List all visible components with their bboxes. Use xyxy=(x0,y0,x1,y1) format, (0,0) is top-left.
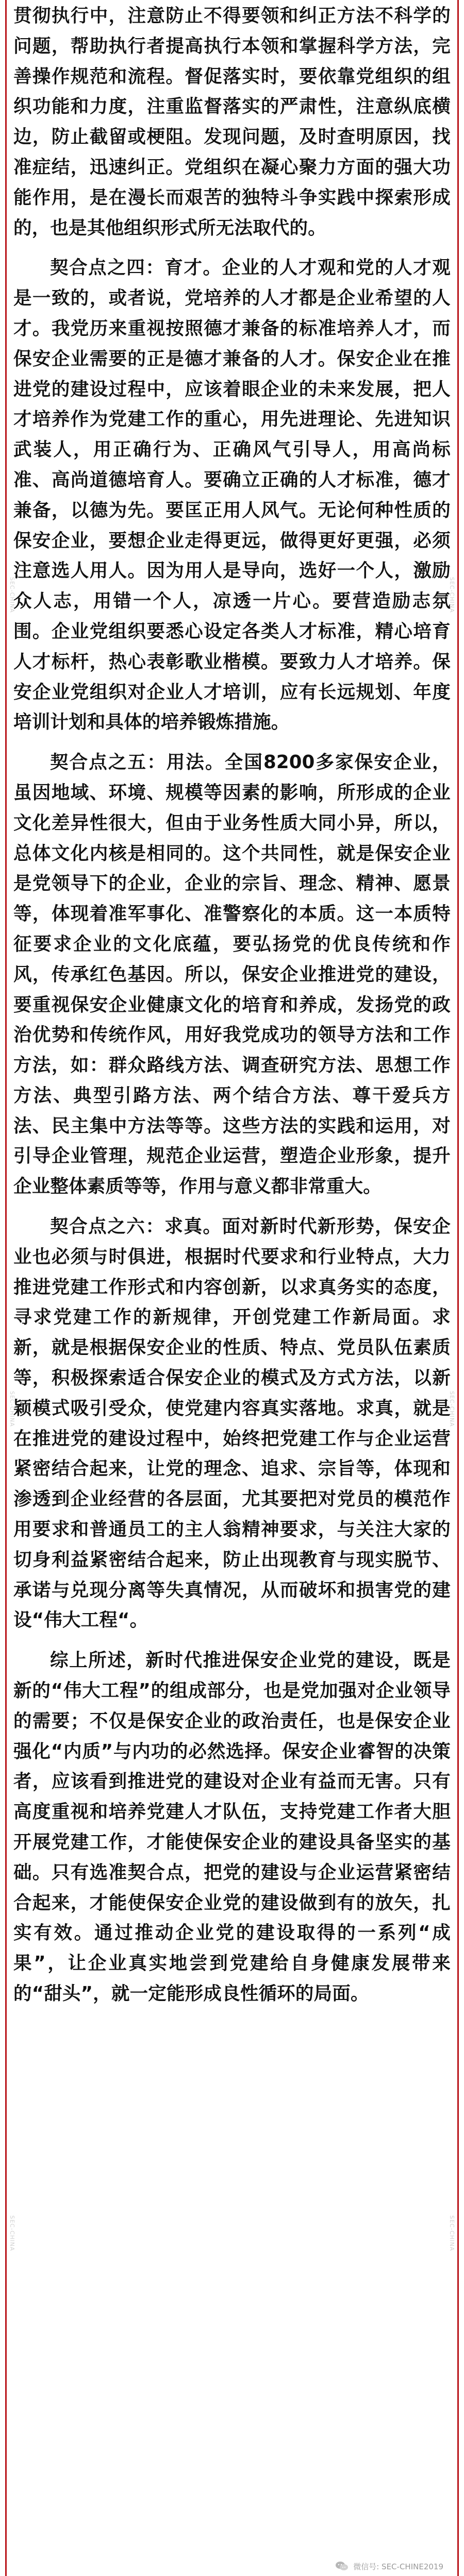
watermark-right-3: SEC-CHINA xyxy=(449,2215,455,2251)
watermark-left-1: SEC-CHINA xyxy=(9,577,15,613)
watermark-left-3: SEC-CHINA xyxy=(9,2215,15,2251)
wechat-account: 微信号: SEC-CHINE2019 xyxy=(353,2562,443,2571)
footer-credit xyxy=(335,2561,443,2572)
right-red-border xyxy=(457,0,459,2576)
watermark-right-2: SEC-CHINA xyxy=(449,1391,455,1427)
paragraph-continuation: 贯彻执行中，注意防止不得要领和纠正方法不科学的问题，帮助执行者提高执行本领和掌握科学方法，完善操作规范和流程。督促落实时，要依靠党组织的组织功能和力度，注重监督落实的严肃性，注意纵底横边，防止截留或梗阻。发现问题，及时查明原因，找准症结，迅速纠正。党组织在凝心聚力方面的强大功能作用，是在漫长而艰苦的独特斗争实践中探索形成的，也是其他组织形式所无法取代的。 xyxy=(13,5,451,239)
left-red-border xyxy=(5,0,7,2576)
paragraph-point-six: 契合点之六：求真。面对新时代新形势，保安企业也必须与时俱进，根据时代要求和行业特点，大力推进党建工作形式和内容创新，以求真务实的态度，寻求党建工作的新规律，开创党建工作新局面。求新，就是根据保安企业的性质、特点、党员队伍素质等，积极探索适合保安企业的模式及方式方法，以新颖模式吸引受众，使党建内容真实落地。求真，就是在推进党的建设过程中，始终把党建工作与企业运营紧密结合起来，让党的理念、追求、宗旨等，体现和渗透到企业经营的各层面，尤其要把对党员的模范作用要求和普通员工的主人翁精神要求，与关注大家的切身利益紧密结合起来，防止出现教育与现实脱节、承诺与兑现分离等失真情况，从而破坏和损害党的建设“伟大工程“。 xyxy=(13,1216,451,1631)
wechat-icon xyxy=(335,2561,349,2572)
article-body xyxy=(13,0,451,2009)
paragraph-point-five: 契合点之五：用法。全国8200多家保安企业，虽因地域、环境、规模等因素的影响，所形成的企业文化差异性很大，但由于业务性质大同小异，所以，总体文化内核是相同的。这个共同性，就是保安企业是党领导下的企业，企业的宗旨、理念、精神、愿景等，体现着准军事化、准警察化的本质。这一本质特征要求企业的文化底蕴，要弘扬党的优良传统和作风，传承红色基因。所以，保安企业推进党的建设，要重视保安企业健康文化的培育和养成，发扬党的政治优势和传统作风，用好我党成功的领导方法和工作方法，如：群众路线方法、调查研究方法、思想工作方法、典型引路方法、两个结合方法、尊干爱兵方法、民主集中方法等等。这些方法的实践和运用，对引导企业管理，规范企业运营，塑造企业形象，提升企业整体素质等等，作用与意义都非常重大。 xyxy=(13,752,451,1197)
watermark-right-1: SEC-CHINA xyxy=(449,577,455,613)
paragraph-conclusion: 综上所述，新时代推进保安企业党的建设，既是新的“伟大工程”的组成部分，也是党加强对企业领导的需要；不仅是保安企业的政治责任，也是保安企业强化“内质”与内功的必然选择。保安企业睿智的决策者，应该看到推进党的建设对企业有益而无害。只有高度重视和培养党建人才队伍，支持党建工作者大胆开展党建工作，才能使保安企业的建设具备坚实的基础。只有选准契合点，把党的建设与企业运营紧密结合起来，才能使保安企业党的建设做到有的放矢，扎实有效。通过推动企业党的建设取得的一系列“成果”，让企业真实地尝到党建给自身健康发展带来的“甜头”，就一定能形成良性循环的局面。 xyxy=(13,1650,451,2004)
paragraph-point-four: 契合点之四：育才。企业的人才观和党的人才观是一致的，或者说，党培养的人才都是企业希望的人才。我党历来重视按照德才兼备的标准培养人才，而保安企业需要的正是德才兼备的人才。保安企业在推进党的建设过程中，应该着眼企业的未来发展，把人才培养作为党建工作的重心，用先进理论、先进知识武装人，用正确行为、正确风气引导人，用高尚标准、高尚道德培育人。要确立正确的人才标准，德才兼备，以德为先。要匡正用人风气。无论何种性质的保安企业，要想企业走得更远，做得更好更强，必须注意选人用人。因为用人是导向，选好一个人，激励众人志，用错一个人，凉透一片心。要营造励志氛围。企业党组织要悉心设定各类人才标准，精心培育人才标杆，热心表彰歌业楷模。要致力人才培养。保安企业党组织对企业人才培训，应有长远规划、年度培训计划和具体的培养锻炼措施。 xyxy=(13,257,451,733)
watermark-left-2: SEC-CHINA xyxy=(9,1391,15,1427)
